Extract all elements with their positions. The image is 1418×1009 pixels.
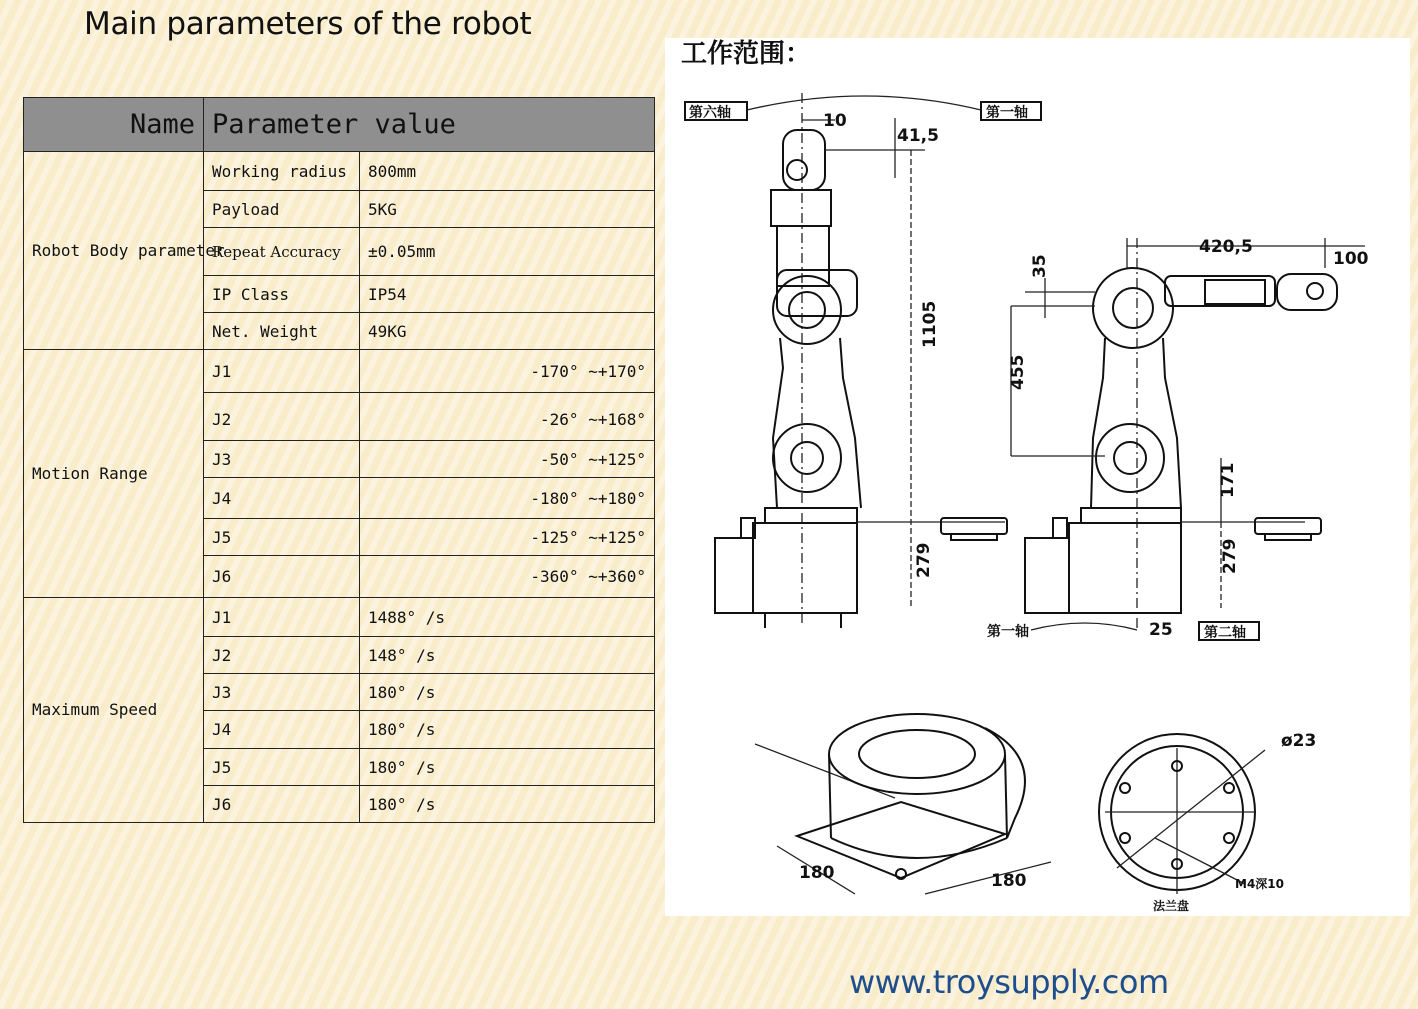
robot-right-view: [1025, 238, 1337, 628]
param-name: IP Class: [204, 276, 360, 313]
dim-diameter-23: ø23: [1281, 731, 1317, 751]
param-value: -360° ~+360°: [360, 556, 655, 598]
dim-25: 25: [1149, 620, 1173, 640]
label-second-axis: 第二轴: [1204, 625, 1246, 641]
param-name: J1: [204, 598, 360, 637]
drawing-heading: 工作范围：: [681, 39, 812, 69]
param-name: J2: [204, 393, 360, 441]
table-row: [24, 598, 655, 637]
param-value: ±0.05mm: [360, 228, 655, 276]
label-sixth-axis: 第六轴: [689, 105, 731, 121]
dim-279-left: 279: [914, 542, 934, 578]
page-title: Main parameters of the robot: [84, 6, 532, 42]
table-row: [24, 152, 655, 191]
dim-180-right: 180: [991, 871, 1027, 891]
dim-m4: M4深10: [1235, 877, 1284, 891]
param-value: 800mm: [360, 152, 655, 191]
group-maximum-speed: Maximum Speed: [24, 598, 204, 823]
dim-35: 35: [1030, 254, 1050, 278]
param-name: J4: [204, 711, 360, 749]
param-name: Payload: [204, 191, 360, 228]
param-name: J5: [204, 749, 360, 786]
param-name: J3: [204, 674, 360, 711]
param-name: J1: [204, 350, 360, 393]
dim-279-right: 279: [1220, 538, 1240, 574]
param-value: 49KG: [360, 313, 655, 350]
param-value: 1488° /s: [360, 598, 655, 637]
param-value: -170° ~+170°: [360, 350, 655, 393]
param-name: J3: [204, 441, 360, 478]
label-first-axis-bottom: 第一轴: [987, 624, 1029, 640]
dim-10: 10: [823, 111, 847, 131]
group-robot-body: Robot Body parameter: [24, 152, 204, 350]
param-value: 180° /s: [360, 711, 655, 749]
rotation-arc: [747, 96, 981, 110]
param-value: -125° ~+125°: [360, 519, 655, 556]
flange-label: 法兰盘: [1153, 899, 1190, 913]
param-value: 5KG: [360, 191, 655, 228]
robot-technical-drawing: [665, 38, 1410, 916]
param-value: -180° ~+180°: [360, 478, 655, 519]
parameters-table: [23, 97, 655, 823]
param-value: 180° /s: [360, 786, 655, 823]
table-row: [24, 350, 655, 393]
robot-left-view: [715, 93, 861, 628]
header-parameter-value: Parameter value: [204, 98, 655, 152]
param-value: -50° ~+125°: [360, 441, 655, 478]
param-value: -26° ~+168°: [360, 393, 655, 441]
dim-180-left: 180: [799, 863, 835, 883]
param-name: J6: [204, 556, 360, 598]
dim-100: 100: [1333, 249, 1369, 269]
website-link[interactable]: www.troysupply.com: [849, 963, 1169, 1001]
dim-171: 171: [1218, 462, 1238, 498]
param-value: 180° /s: [360, 674, 655, 711]
param-name: J2: [204, 637, 360, 674]
param-name: J4: [204, 478, 360, 519]
param-name: J6: [204, 786, 360, 823]
param-value: 148° /s: [360, 637, 655, 674]
param-name: Working radius: [204, 152, 360, 191]
dim-455: 455: [1008, 354, 1028, 390]
table-header-row: [24, 98, 655, 152]
dim-1105: 1105: [920, 300, 940, 348]
dim-41-5: 41,5: [897, 126, 939, 146]
param-value: 180° /s: [360, 749, 655, 786]
header-name: Name: [24, 98, 204, 152]
param-name: Net. Weight: [204, 313, 360, 350]
dim-420-5: 420,5: [1199, 237, 1253, 257]
param-name: J5: [204, 519, 360, 556]
group-motion-range: Motion Range: [24, 350, 204, 598]
label-first-axis-top: 第一轴: [986, 105, 1028, 121]
flange-view: [1099, 734, 1265, 894]
param-name: Repeat Accuracy: [204, 228, 360, 276]
param-value: IP54: [360, 276, 655, 313]
